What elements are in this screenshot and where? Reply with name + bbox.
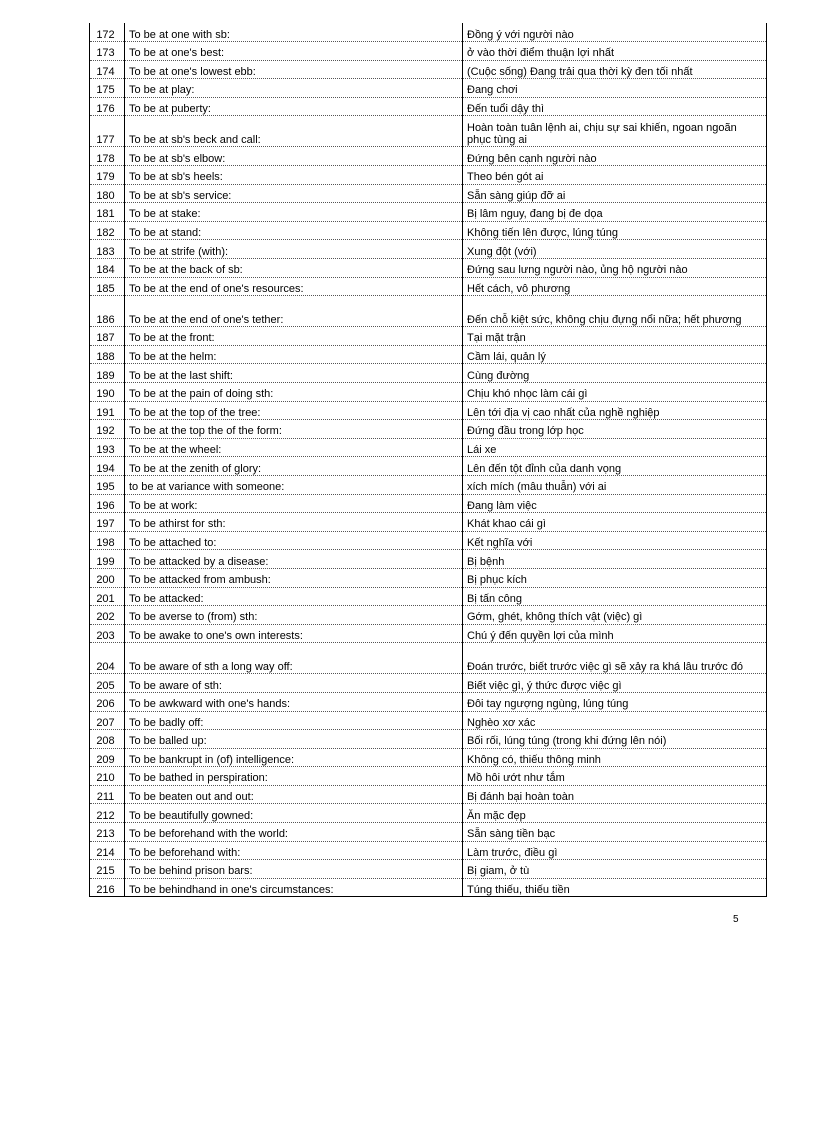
vietnamese-meaning: Bị bệnh — [463, 550, 767, 569]
vietnamese-meaning: Đến chỗ kiệt sức, không chịu đựng nổi nữa; hết phương — [463, 296, 767, 327]
row-number: 207 — [90, 711, 125, 730]
english-phrase: To be balled up: — [125, 730, 463, 749]
english-phrase: To be behind prison bars: — [125, 860, 463, 879]
table-row — [90, 692, 767, 711]
row-number: 196 — [90, 494, 125, 513]
vietnamese-meaning: Làm trước, điều gì — [463, 841, 767, 860]
table-row — [90, 568, 767, 587]
table-row — [90, 438, 767, 457]
english-phrase: To be at the pain of doing sth: — [125, 383, 463, 402]
english-phrase: To be at the top the of the form: — [125, 420, 463, 439]
english-phrase: To be beforehand with: — [125, 841, 463, 860]
english-phrase: To be at one with sb: — [125, 23, 463, 42]
table-row — [90, 79, 767, 98]
english-phrase: To be at one's best: — [125, 42, 463, 61]
table-row — [90, 624, 767, 643]
vietnamese-meaning: ở vào thời điểm thuận lợi nhất — [463, 42, 767, 61]
row-number: 201 — [90, 587, 125, 606]
english-phrase: To be awkward with one's hands: — [125, 692, 463, 711]
vietnamese-meaning: Sẵn sàng tiền bạc — [463, 823, 767, 842]
english-phrase: To be at the back of sb: — [125, 259, 463, 278]
english-phrase: To be behindhand in one's circumstances: — [125, 878, 463, 897]
row-number: 211 — [90, 785, 125, 804]
vietnamese-meaning: Bị đánh bại hoàn toàn — [463, 785, 767, 804]
row-number: 186 — [90, 296, 125, 327]
table-row — [90, 674, 767, 693]
vietnamese-meaning: Sẵn sàng giúp đỡ ai — [463, 184, 767, 203]
row-number: 179 — [90, 166, 125, 185]
vietnamese-meaning: Ăn mặc đẹp — [463, 804, 767, 823]
row-number: 174 — [90, 60, 125, 79]
table-row — [90, 457, 767, 476]
table-row — [90, 203, 767, 222]
row-number: 195 — [90, 475, 125, 494]
row-number: 177 — [90, 116, 125, 147]
vietnamese-meaning: Đứng đầu trong lớp học — [463, 420, 767, 439]
row-number: 178 — [90, 147, 125, 166]
table-row — [90, 23, 767, 42]
table-row — [90, 401, 767, 420]
row-number: 212 — [90, 804, 125, 823]
page-number: 5 — [733, 914, 739, 925]
row-number: 198 — [90, 531, 125, 550]
table-row — [90, 97, 767, 116]
row-number: 172 — [90, 23, 125, 42]
row-number: 188 — [90, 345, 125, 364]
english-phrase: To be at the front: — [125, 327, 463, 346]
vietnamese-meaning: Đôi tay ngượng ngùng, lúng túng — [463, 692, 767, 711]
table-row — [90, 345, 767, 364]
row-number: 191 — [90, 401, 125, 420]
vietnamese-meaning: Bị phục kích — [463, 568, 767, 587]
english-phrase: To be at stand: — [125, 221, 463, 240]
english-phrase: To be awake to one's own interests: — [125, 624, 463, 643]
english-phrase: To be aware of sth a long way off: — [125, 643, 463, 674]
row-number: 205 — [90, 674, 125, 693]
row-number: 173 — [90, 42, 125, 61]
row-number: 182 — [90, 221, 125, 240]
english-phrase: To be at stake: — [125, 203, 463, 222]
table-row — [90, 420, 767, 439]
row-number: 204 — [90, 643, 125, 674]
table-row — [90, 860, 767, 879]
english-phrase: To be badly off: — [125, 711, 463, 730]
table-row — [90, 42, 767, 61]
english-phrase: To be at the last shift: — [125, 364, 463, 383]
row-number: 194 — [90, 457, 125, 476]
english-phrase: To be at the wheel: — [125, 438, 463, 457]
row-number: 200 — [90, 568, 125, 587]
table-row — [90, 606, 767, 625]
vietnamese-meaning: Đứng bên cạnh người nào — [463, 147, 767, 166]
vietnamese-meaning: Bối rối, lúng túng (trong khi đứng lên nói) — [463, 730, 767, 749]
english-phrase: To be attached to: — [125, 531, 463, 550]
row-number: 183 — [90, 240, 125, 259]
table-row — [90, 711, 767, 730]
table-row — [90, 513, 767, 532]
english-phrase: To be at puberty: — [125, 97, 463, 116]
english-phrase: to be at variance with someone: — [125, 475, 463, 494]
english-phrase: To be at the end of one's resources: — [125, 277, 463, 296]
table-row — [90, 748, 767, 767]
vietnamese-meaning: Đang làm việc — [463, 494, 767, 513]
row-number: 206 — [90, 692, 125, 711]
vietnamese-meaning: Bị lâm nguy, đang bị đe dọa — [463, 203, 767, 222]
vocabulary-table — [89, 23, 767, 897]
vietnamese-meaning: Lên tới địa vị cao nhất của nghề nghiệp — [463, 401, 767, 420]
vietnamese-meaning: Gớm, ghét, không thích vật (việc) gì — [463, 606, 767, 625]
table-row — [90, 166, 767, 185]
english-phrase: To be at sb's elbow: — [125, 147, 463, 166]
vietnamese-meaning: Bị giam, ở tù — [463, 860, 767, 879]
english-phrase: To be beaten out and out: — [125, 785, 463, 804]
english-phrase: To be attacked from ambush: — [125, 568, 463, 587]
vietnamese-meaning: Khát khao cái gì — [463, 513, 767, 532]
vietnamese-meaning: Lái xe — [463, 438, 767, 457]
table-row — [90, 327, 767, 346]
row-number: 189 — [90, 364, 125, 383]
vietnamese-meaning: Mồ hôi ướt như tắm — [463, 767, 767, 786]
table-row — [90, 364, 767, 383]
row-number: 175 — [90, 79, 125, 98]
vietnamese-meaning: Chịu khó nhọc làm cái gì — [463, 383, 767, 402]
row-number: 208 — [90, 730, 125, 749]
table-row — [90, 878, 767, 897]
table-body — [90, 23, 767, 897]
english-phrase: To be aware of sth: — [125, 674, 463, 693]
row-number: 190 — [90, 383, 125, 402]
vietnamese-meaning: Không có, thiếu thông minh — [463, 748, 767, 767]
row-number: 193 — [90, 438, 125, 457]
row-number: 199 — [90, 550, 125, 569]
english-phrase: To be at work: — [125, 494, 463, 513]
table-row — [90, 823, 767, 842]
table-row — [90, 147, 767, 166]
table-row — [90, 550, 767, 569]
table-row — [90, 475, 767, 494]
vietnamese-meaning: Chú ý đến quyền lợi của mình — [463, 624, 767, 643]
vietnamese-meaning: xích mích (mâu thuẫn) với ai — [463, 475, 767, 494]
english-phrase: To be at play: — [125, 79, 463, 98]
row-number: 181 — [90, 203, 125, 222]
row-number: 203 — [90, 624, 125, 643]
row-number: 216 — [90, 878, 125, 897]
english-phrase: To be bankrupt in (of) intelligence: — [125, 748, 463, 767]
english-phrase: To be bathed in perspiration: — [125, 767, 463, 786]
vietnamese-meaning: Kết nghĩa với — [463, 531, 767, 550]
row-number: 210 — [90, 767, 125, 786]
english-phrase: To be at the zenith of glory: — [125, 457, 463, 476]
vietnamese-meaning: Theo bén gót ai — [463, 166, 767, 185]
vietnamese-meaning: Đồng ý với người nào — [463, 23, 767, 42]
row-number: 187 — [90, 327, 125, 346]
english-phrase: To be beautifully gowned: — [125, 804, 463, 823]
table-row — [90, 383, 767, 402]
vietnamese-meaning: Đang chơi — [463, 79, 767, 98]
vietnamese-meaning: Xung đột (với) — [463, 240, 767, 259]
table-row — [90, 841, 767, 860]
row-number: 176 — [90, 97, 125, 116]
vietnamese-meaning: Cầm lái, quản lý — [463, 345, 767, 364]
english-phrase: To be at sb's beck and call: — [125, 116, 463, 147]
table-row — [90, 296, 767, 327]
row-number: 180 — [90, 184, 125, 203]
row-number: 209 — [90, 748, 125, 767]
table-row — [90, 494, 767, 513]
english-phrase: To be at the top of the tree: — [125, 401, 463, 420]
english-phrase: To be at strife (with): — [125, 240, 463, 259]
table-row — [90, 240, 767, 259]
table-row — [90, 730, 767, 749]
table-row — [90, 221, 767, 240]
vietnamese-meaning: Đoán trước, biết trước việc gì sẽ xảy ra khá lâu trước đó — [463, 643, 767, 674]
table-row — [90, 643, 767, 674]
row-number: 192 — [90, 420, 125, 439]
row-number: 184 — [90, 259, 125, 278]
vietnamese-meaning: Hết cách, vô phương — [463, 277, 767, 296]
vietnamese-meaning: Không tiến lên được, lúng túng — [463, 221, 767, 240]
english-phrase: To be beforehand with the world: — [125, 823, 463, 842]
table-row — [90, 259, 767, 278]
vietnamese-meaning: (Cuộc sống) Đang trải qua thời kỳ đen tối nhất — [463, 60, 767, 79]
vietnamese-meaning: Biết việc gì, ý thức được việc gì — [463, 674, 767, 693]
row-number: 215 — [90, 860, 125, 879]
english-phrase: To be athirst for sth: — [125, 513, 463, 532]
vietnamese-meaning: Nghèo xơ xác — [463, 711, 767, 730]
english-phrase: To be attacked by a disease: — [125, 550, 463, 569]
row-number: 214 — [90, 841, 125, 860]
row-number: 197 — [90, 513, 125, 532]
english-phrase: To be at one's lowest ebb: — [125, 60, 463, 79]
table-row — [90, 785, 767, 804]
english-phrase: To be at the end of one's tether: — [125, 296, 463, 327]
table-row — [90, 60, 767, 79]
table-row — [90, 587, 767, 606]
vietnamese-meaning: Hoàn toàn tuân lệnh ai, chịu sự sai khiến, ngoan ngoãn phục tùng ai — [463, 116, 767, 147]
table-row — [90, 116, 767, 147]
table-row — [90, 804, 767, 823]
vietnamese-meaning: Lên đến tột đỉnh của danh vọng — [463, 457, 767, 476]
vietnamese-meaning: Đến tuổi dậy thì — [463, 97, 767, 116]
table-row — [90, 767, 767, 786]
vietnamese-meaning: Bị tấn công — [463, 587, 767, 606]
table-row — [90, 277, 767, 296]
row-number: 202 — [90, 606, 125, 625]
english-phrase: To be averse to (from) sth: — [125, 606, 463, 625]
row-number: 185 — [90, 277, 125, 296]
vietnamese-meaning: Cùng đường — [463, 364, 767, 383]
english-phrase: To be attacked: — [125, 587, 463, 606]
table-row — [90, 184, 767, 203]
vietnamese-meaning: Túng thiếu, thiếu tiền — [463, 878, 767, 897]
english-phrase: To be at sb's heels: — [125, 166, 463, 185]
vietnamese-meaning: Tại mặt trận — [463, 327, 767, 346]
row-number: 213 — [90, 823, 125, 842]
english-phrase: To be at the helm: — [125, 345, 463, 364]
vietnamese-meaning: Đứng sau lưng người nào, ủng hộ người nào — [463, 259, 767, 278]
table-row — [90, 531, 767, 550]
english-phrase: To be at sb's service: — [125, 184, 463, 203]
